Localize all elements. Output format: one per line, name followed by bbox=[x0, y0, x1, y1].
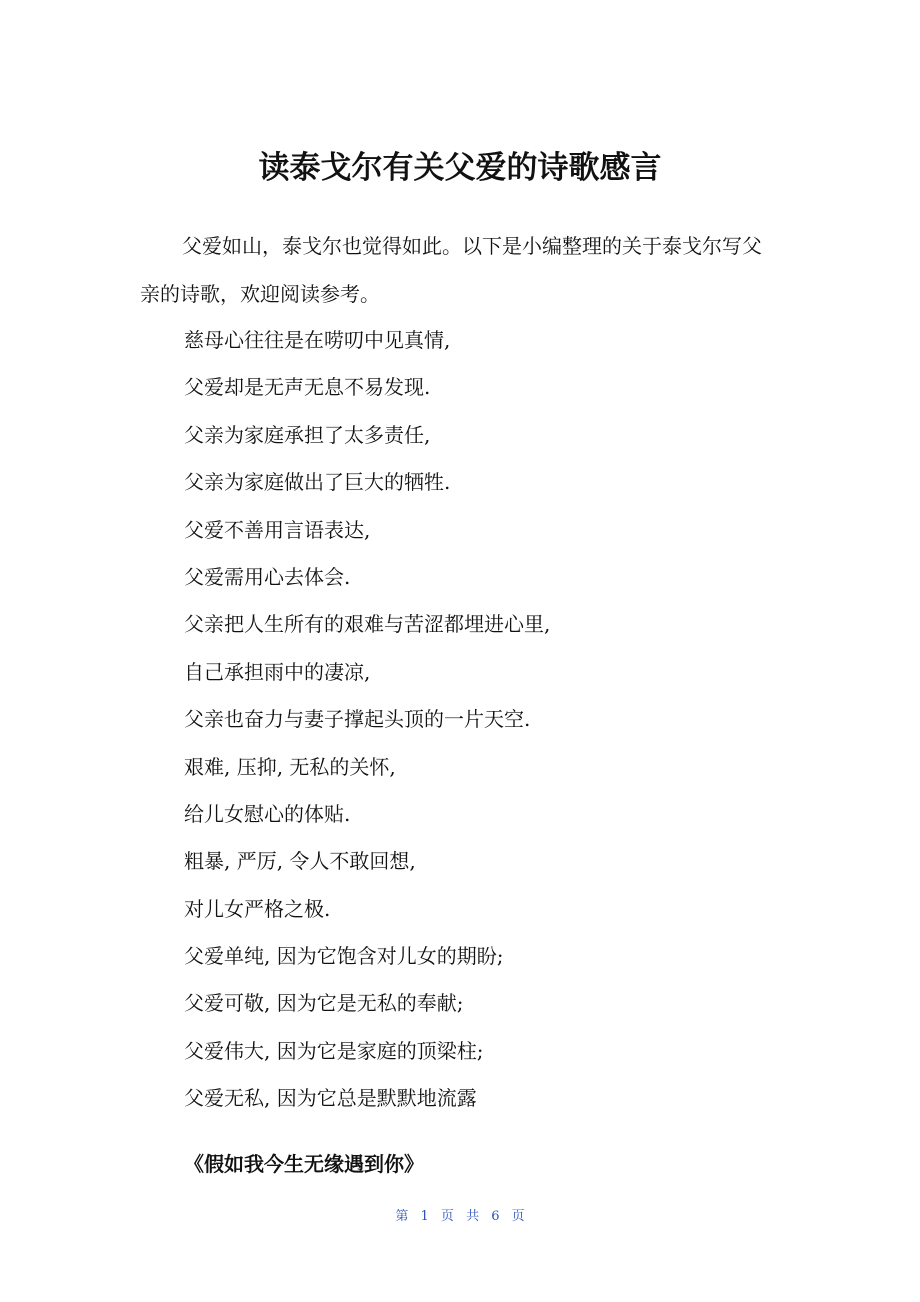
footer-current-page: 1 bbox=[420, 1209, 429, 1224]
poem-line: 父亲也奋力与妻子撑起头顶的一片天空. bbox=[184, 707, 531, 732]
poem-subtitle: 《假如我今生无缘遇到你》 bbox=[184, 1152, 424, 1176]
poem-line: 父爱可敬, 因为它是无私的奉献; bbox=[184, 991, 464, 1016]
poem-line: 父爱无私, 因为它总是默默地流露 bbox=[184, 1086, 477, 1111]
poem-line: 艰难, 压抑, 无私的关怀, bbox=[184, 754, 396, 779]
poem-line: 父爱单纯, 因为它饱含对儿女的期盼; bbox=[184, 944, 504, 969]
document-title: 读泰戈尔有关父爱的诗歌感言 bbox=[258, 150, 662, 186]
poem-line: 父爱伟大, 因为它是家庭的顶梁柱; bbox=[184, 1038, 484, 1063]
poem-line: 给儿女慰心的体贴. bbox=[184, 801, 351, 826]
footer-page-word: 页 bbox=[440, 1209, 454, 1224]
poem-line: 父亲为家庭承担了太多责任, bbox=[184, 422, 431, 447]
poem-line: 父爱需用心去体会. bbox=[184, 564, 351, 589]
poem-line: 父亲把人生所有的艰难与苦涩都埋进心里, bbox=[184, 612, 551, 637]
poem-line: 父爱却是无声无息不易发现. bbox=[184, 375, 431, 400]
poem-line: 自己承担雨中的凄凉, bbox=[184, 659, 371, 684]
poem-line: 父爱不善用言语表达, bbox=[184, 517, 371, 542]
page-footer bbox=[0, 1206, 920, 1228]
footer-total-pages: 6 bbox=[491, 1209, 500, 1224]
poem-line: 对儿女严格之极. bbox=[184, 896, 331, 921]
poem-lines bbox=[184, 317, 784, 1123]
footer-suffix: 页 bbox=[511, 1209, 525, 1224]
poem-line: 粗暴, 严厉, 令人不敢回想, bbox=[184, 849, 416, 874]
poem-line: 慈母心往往是在唠叨中见真情, bbox=[184, 328, 451, 352]
intro-paragraph: 父爱如山，泰戈尔也觉得如此。以下是小编整理的关于泰戈尔写父亲的诗歌，欢迎阅读参考。 bbox=[140, 234, 762, 306]
footer-total-word: 共 bbox=[466, 1209, 480, 1224]
footer-prefix: 第 bbox=[395, 1209, 409, 1224]
poem-line: 父亲为家庭做出了巨大的牺牲. bbox=[184, 470, 451, 495]
